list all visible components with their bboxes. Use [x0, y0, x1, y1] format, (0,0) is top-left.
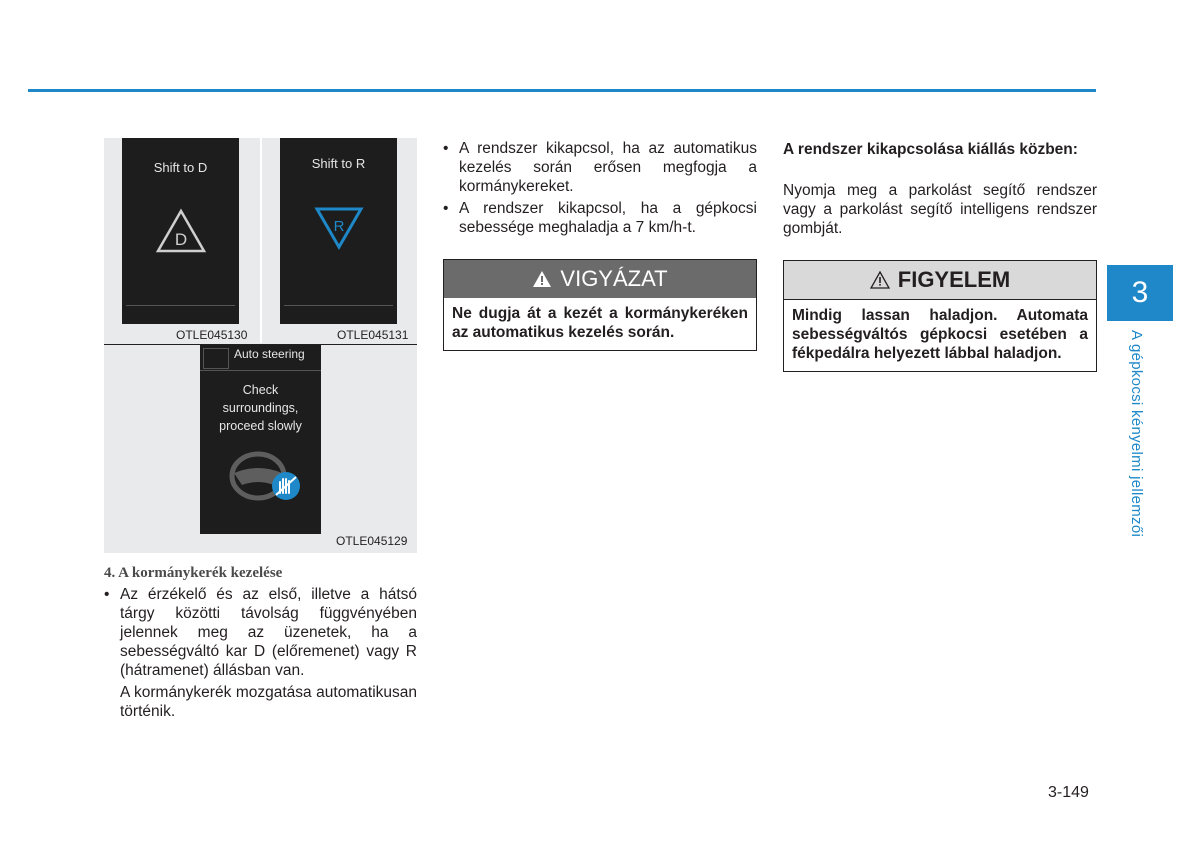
- left-followup: A kormánykerék mozgatása automatikusan történik.: [120, 684, 417, 720]
- figure-code-2: OTLE045131: [337, 328, 409, 342]
- screen-label-r: Shift to R: [311, 156, 366, 171]
- warning-box: [443, 259, 757, 351]
- message-line-3: proceed slowly: [219, 419, 302, 433]
- figure-panel: [104, 138, 417, 553]
- message-line-1: Check: [242, 383, 279, 397]
- steering-wheel-hand-icon: [228, 449, 300, 503]
- warning-title: VIGYÁZAT: [560, 266, 668, 291]
- bullet-dot: •: [104, 586, 110, 603]
- display-auto-steering: [200, 345, 321, 534]
- header-rule: [28, 89, 1096, 92]
- caution-text: Mindig lassan haladjon. Automata sebességváltós gépkocsi esetében a fékpedálra helyezett lábbal haladjon.: [792, 307, 1088, 362]
- screen-divider: [284, 305, 393, 306]
- bullet-dot: •: [443, 140, 449, 157]
- caution-header: [784, 261, 1096, 300]
- figure-code-3: OTLE045129: [336, 534, 408, 548]
- figure-code-1: OTLE045130: [176, 328, 248, 342]
- display-shift-to-r: [280, 138, 397, 324]
- message-line-2: surroundings,: [222, 401, 299, 415]
- chapter-tab: 3: [1107, 265, 1173, 321]
- right-text: Nyomja meg a parkolást segítő rendszer vagy a parkolást segítő intelligens rendszer gombját.: [783, 182, 1097, 237]
- caution-title: FIGYELEM: [897, 267, 1011, 292]
- middle-bullet-2-text: A rendszer kikapcsol, ha a gépkocsi sebessége meghaladja a 7 km/h-t.: [459, 200, 757, 236]
- auto-steering-label: Auto steering: [234, 347, 305, 361]
- middle-bullet-2: [443, 199, 757, 237]
- bullet-dot: •: [443, 200, 449, 217]
- screen-label-d: Shift to D: [153, 160, 208, 175]
- caution-triangle-icon: [870, 271, 890, 289]
- figure-caption: 4. A kormánykerék kezelése: [104, 565, 283, 581]
- middle-bullet-1: [443, 139, 757, 196]
- middle-bullet-1-text: A rendszer kikapcsol, ha az automatikus kezelés során erősen megfogja a kormánykereket.: [459, 140, 757, 195]
- figure-divider-vertical: [260, 138, 262, 343]
- shift-d-warning-icon: [155, 208, 207, 254]
- shift-r-warning-icon: [314, 206, 364, 250]
- shift-d-symbol: D: [174, 230, 188, 249]
- warning-text: Ne dugja át a kezét a kormánykeréken az automatikus kezelés során.: [452, 305, 748, 341]
- display-shift-to-d: [122, 138, 239, 324]
- chapter-title: A gépkocsi kényelmi jellemzői: [1128, 330, 1145, 538]
- caution-box: [783, 260, 1097, 372]
- right-heading: A rendszer kikapcsolása kiállás közben:: [783, 141, 1078, 158]
- page-number: 3-149: [1048, 784, 1089, 801]
- left-bullet: [104, 585, 417, 680]
- screen-header-box: [203, 348, 229, 369]
- screen-header-divider: [200, 370, 321, 371]
- screen-divider: [126, 305, 235, 306]
- warning-triangle-icon: [532, 270, 552, 288]
- warning-header: [444, 260, 756, 298]
- left-bullet-text: Az érzékelő és az első, illetve a hátsó tárgy közötti távolság függvényében jelennek meg az üzenetek, ha a sebességváltó kar D (előremenet) vagy R (hátramenet) állásban van.: [120, 586, 417, 679]
- shift-r-symbol: R: [333, 218, 345, 235]
